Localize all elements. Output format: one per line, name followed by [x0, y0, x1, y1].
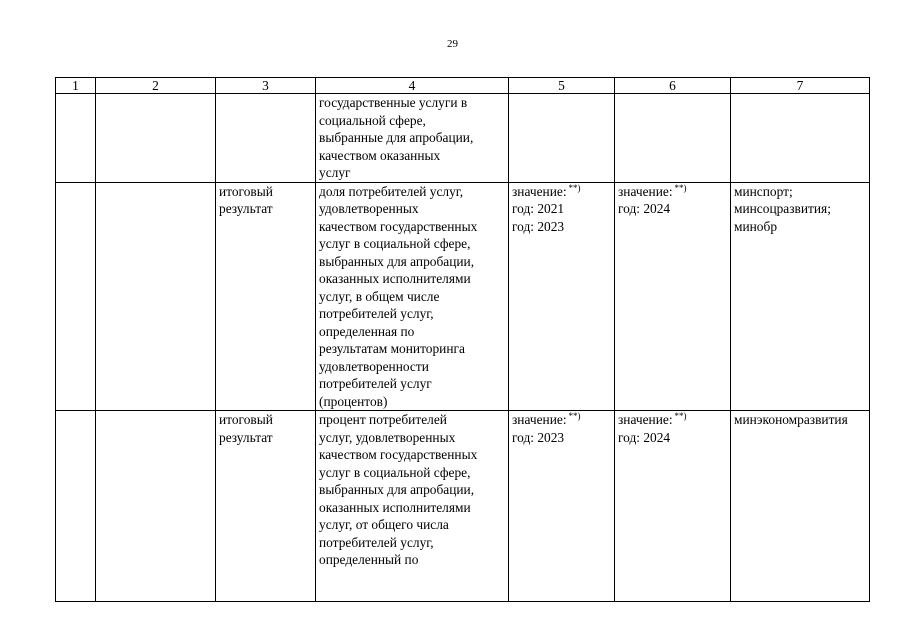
footnote-marker: **)	[674, 182, 687, 193]
cell-description-line: услуг, в общем числе	[319, 288, 440, 304]
cell-result-type	[216, 411, 316, 602]
cell-description	[316, 411, 509, 602]
table-row	[56, 411, 870, 602]
column-header-7: 7	[731, 78, 870, 94]
footnote-marker: **)	[568, 411, 581, 421]
cell-description-line: услуг в социальной сфере,	[319, 464, 471, 480]
cell-description	[316, 94, 509, 183]
value-label: значение:	[512, 183, 567, 199]
cell-description	[316, 182, 509, 411]
cell-description-line: услуг, от общего числа	[319, 517, 449, 532]
cell-responsible-line: минспорт;	[734, 183, 793, 199]
cell-description-line: удовлетворенных	[319, 201, 419, 216]
cell-description-line: потребителей услуг,	[319, 534, 434, 550]
cell-description-line: (процентов)	[319, 393, 388, 409]
year-line: год: 2021	[512, 201, 565, 216]
cell-base-value	[509, 182, 615, 411]
cell-base-value	[509, 94, 615, 183]
cell-description-line: услуг, удовлетворенных	[319, 429, 456, 445]
cell-target-value	[615, 182, 731, 411]
cell-description-line: определенный по	[319, 552, 419, 567]
cell-description-line: процент потребителей	[319, 412, 447, 427]
cell-description-line: потребителей услуг	[319, 376, 432, 391]
cell-description-line: выбранные для апробации,	[319, 130, 474, 145]
year-line: год: 2023	[512, 429, 565, 445]
cell-description-line: качеством государственных	[319, 447, 478, 462]
cell-description-line: услуг в социальной сфере,	[319, 236, 471, 251]
cell-result-type-line: итоговый	[219, 183, 273, 199]
page-number: 29	[447, 38, 458, 50]
cell-result-type-line: итоговый	[219, 412, 273, 427]
column-header-1: 1	[56, 78, 96, 94]
cell-description-line: социальной сфере,	[319, 112, 426, 128]
value-label-line	[512, 183, 611, 201]
cell-base-value	[509, 411, 615, 602]
cell-description-line: услуг	[319, 165, 351, 180]
year-line: год: 2023	[512, 218, 565, 234]
value-label: значение:	[512, 412, 567, 427]
cell-col1	[56, 411, 96, 602]
cell-result-type-line: результат	[219, 201, 273, 216]
cell-result-type	[216, 182, 316, 411]
cell-description-line: качеством государственных	[319, 218, 478, 234]
cell-col2	[96, 411, 216, 602]
cell-responsible	[731, 411, 870, 602]
footnote-marker: **)	[568, 182, 581, 193]
cell-description-line: государственные услуги в	[319, 95, 468, 110]
cell-description-line: доля потребителей услуг,	[319, 183, 464, 199]
cell-result-type	[216, 94, 316, 183]
year-line: год: 2024	[618, 429, 671, 445]
footnote-marker: **)	[674, 411, 687, 421]
cell-responsible	[731, 94, 870, 183]
cell-responsible-line: минэкономразвития	[734, 412, 848, 427]
value-label-line	[618, 183, 727, 201]
cell-col1	[56, 94, 96, 183]
cell-col2	[96, 182, 216, 411]
cell-description-line: оказанных исполнителями	[319, 271, 471, 286]
value-label: значение:	[618, 412, 673, 427]
cell-description-line: удовлетворенности	[319, 358, 429, 374]
value-label: значение:	[618, 183, 673, 199]
cell-target-value	[615, 94, 731, 183]
cell-description-line: определенная по	[319, 323, 415, 339]
cell-responsible	[731, 182, 870, 411]
cell-description-line: выбранных для апробации,	[319, 482, 475, 497]
column-header-6: 6	[615, 78, 731, 94]
cell-responsible-line: минсоцразвития;	[734, 201, 831, 216]
value-label-line	[618, 411, 727, 429]
cell-target-value	[615, 411, 731, 602]
cell-responsible-line: минобр	[734, 218, 778, 234]
table-row	[56, 94, 870, 183]
cell-description-line: качеством оказанных	[319, 147, 441, 163]
column-header-4: 4	[316, 78, 509, 94]
cell-description-line: потребителей услуг,	[319, 306, 434, 321]
column-header-2: 2	[96, 78, 216, 94]
cell-description-line: оказанных исполнителями	[319, 499, 471, 515]
cell-result-type-line: результат	[219, 429, 273, 445]
cell-col1	[56, 182, 96, 411]
cell-col2	[96, 94, 216, 183]
column-header-3: 3	[216, 78, 316, 94]
value-label-line	[512, 411, 611, 429]
column-header-5: 5	[509, 78, 615, 94]
table-row	[56, 182, 870, 411]
cell-description-line: выбранных для апробации,	[319, 253, 475, 269]
year-line: год: 2024	[618, 201, 671, 216]
header-row	[56, 78, 870, 94]
document-table	[55, 77, 870, 602]
cell-description-line: результатам мониторинга	[319, 341, 465, 356]
